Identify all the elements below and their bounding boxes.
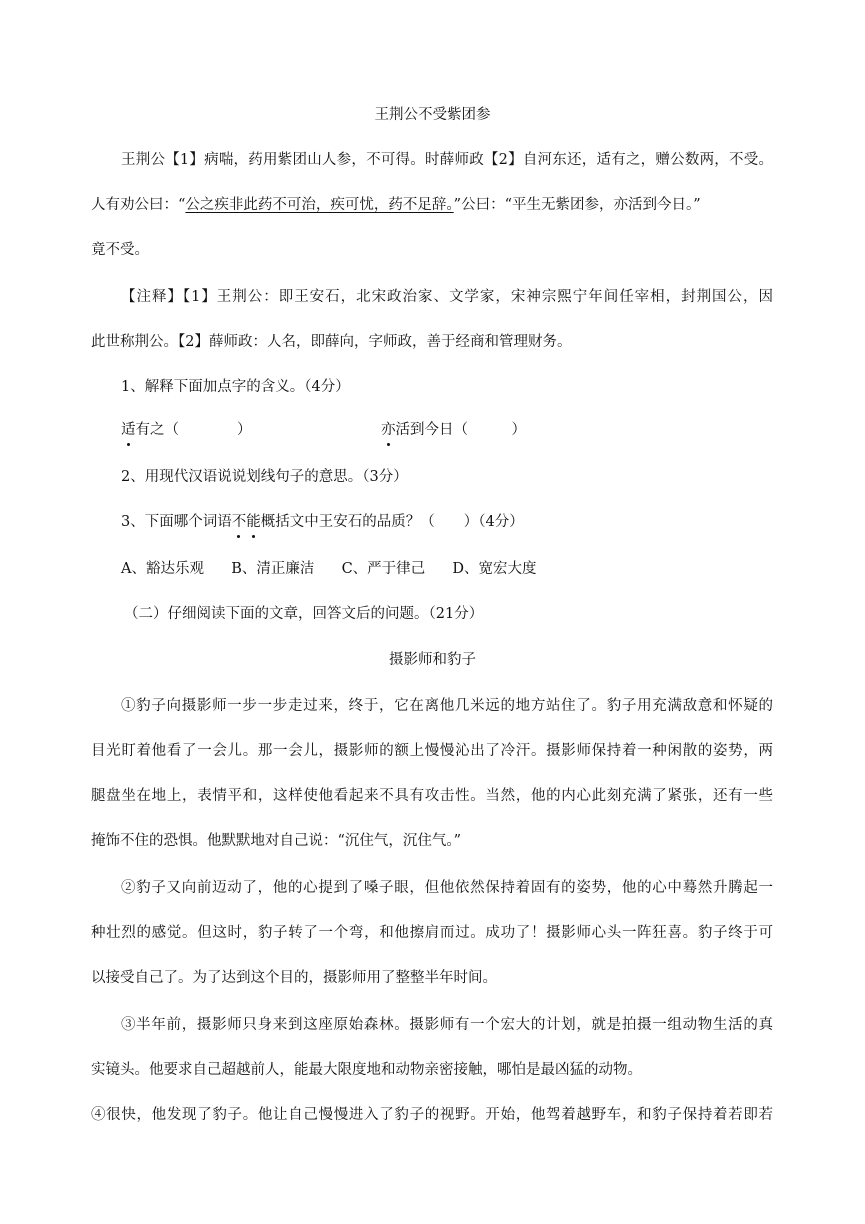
story-line: ④很快，他发现了豹子。他让自己慢慢进入了豹子的视野。开始，他驾着越野车，和豹子保持着若即若 xyxy=(91,1107,773,1123)
option-d: D、宽宏大度 xyxy=(452,561,537,577)
story-line: 实镜头。他要求自己超越前人，能最大限度地和动物亲密接触，哪怕是最凶猛的动物。 xyxy=(91,1062,642,1078)
story-line: 目光盯着他看了一会儿。那一会儿，摄影师的额上慢慢沁出了冷汗。摄影师保持着一种闲散的姿势，两 xyxy=(91,743,773,759)
story-line: 腿盘坐在地上，表情平和，这样使他看起来不具有攻击性。当然，他的内心此刻充满了紧张，还有一些 xyxy=(91,788,773,804)
dotted-char: 适 xyxy=(121,422,136,438)
story-line: ①豹子向摄影师一步一步走过来，终于，它在离他几米远的地方站住了。豹子用充满敌意和怀疑的 xyxy=(121,698,773,714)
story-line: 以接受自己了。为了达到这个目的，摄影师用了整整半年时间。 xyxy=(91,970,497,986)
dotted-char: 能 xyxy=(246,514,261,530)
passage-line: 王荆公【1】病喘，药用紫团山人参，不可得。时薛师政【2】自河东还，适有之，赠公数两，不受。 xyxy=(121,152,773,168)
option-c: C、严于律己 xyxy=(341,561,426,577)
answer-options xyxy=(121,559,537,579)
question-1: 1、解释下面加点字的含义。（4分） xyxy=(121,379,350,395)
note-line: 此世称荆公。【2】薛师政：人名，即薛向，字师政，善于经商和管理财务。 xyxy=(91,334,572,350)
question-3: 3、下面哪个词语不能概括文中王安石的品质？（ ）（4分） xyxy=(121,514,524,530)
passage-line: 竟不受。 xyxy=(91,242,149,258)
passage-title: 王荆公不受紫团参 xyxy=(374,107,491,123)
question-2: 2、用现代汉语说说划线句子的意思。（3分） xyxy=(121,469,408,485)
option-b: B、清正廉洁 xyxy=(231,561,315,577)
section-heading: （二）仔细阅读下面的文章，回答文后的问题。（21分） xyxy=(124,606,484,622)
dotted-char: 亦 xyxy=(381,422,396,438)
dotted-char: 不 xyxy=(231,514,247,530)
option-a: A、豁达乐观 xyxy=(121,561,204,577)
question-1-item-a: 适有之（ ） xyxy=(121,422,252,438)
underlined-sentence: 公之疾非此药不可治，疾可忧，药不足辞。 xyxy=(185,197,454,213)
story-line: 种壮烈的感觉。但这时，豹子转了一个弯，和他擦肩而过。成功了！摄影师心头一阵狂喜。豹子终于可 xyxy=(91,925,773,941)
story-line: ③半年前，摄影师只身来到这座原始森林。摄影师有一个宏大的计划，就是拍摄一组动物生活的真 xyxy=(121,1017,773,1033)
story-line: 掩饰不住的恐惧。他默默地对自己说：“沉住气，沉住气。” xyxy=(91,833,462,849)
story-title: 摄影师和豹子 xyxy=(389,652,476,668)
passage-line: 人有劝公曰：“公之疾非此药不可治，疾可忧，药不足辞。”公曰：“平生无紫团参，亦活到今日。” xyxy=(91,197,701,213)
note-line: 【注释】【1】王荆公：即王安石，北宋政治家、文学家，宋神宗熙宁年间任宰相，封荆国公，因 xyxy=(121,289,773,305)
question-1-item-b: 亦活到今日（ ） xyxy=(381,422,526,438)
story-line: ②豹子又向前迈动了，他的心提到了嗓子眼，但他依然保持着固有的姿势，他的心中蓦然升腾起一 xyxy=(121,880,773,896)
